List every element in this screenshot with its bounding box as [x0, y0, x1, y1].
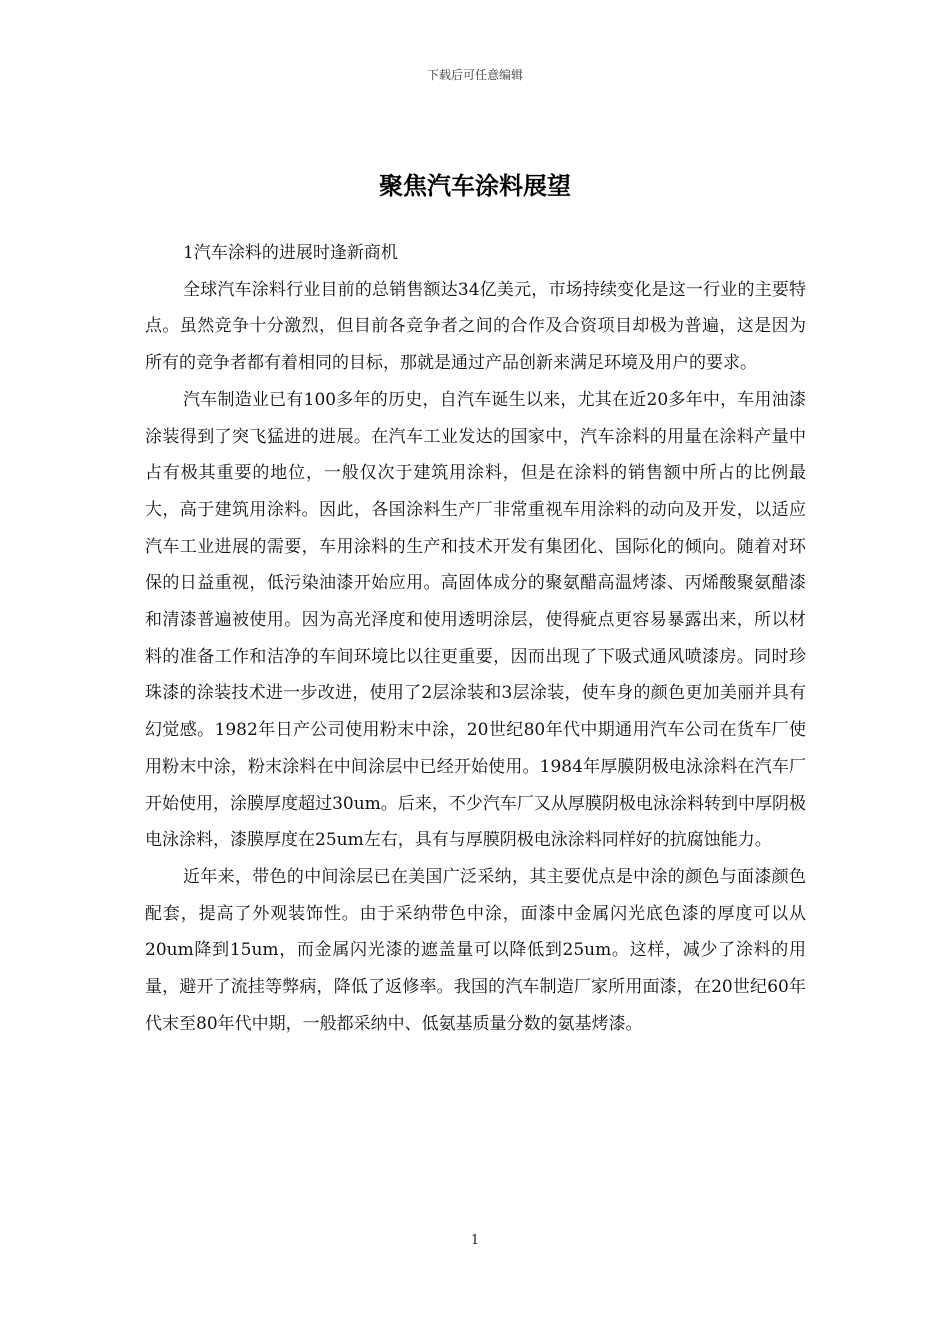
section-heading: 1汽车涂料的进展时逢新商机: [183, 243, 398, 263]
page-header: 下载后可任意编辑: [426, 68, 523, 82]
paragraph: 近年来，带色的中间涂层已在美国广泛采纳，其主要优点是中涂的颜色与面漆颜色配套，提高了外观装饰性。由于采纳带色中涂，面漆中金属闪光底色漆的厚度可以从20um降到15um，而金属闪光漆的遮盖量可以降低到25um。这样，减少了涂料的用量，避开了流挂等弊病，降低了返修率。我国的汽车制造厂家所用面漆，在20世纪60年代末至80年代中期，一般都采纳中、低氨基质量分数的氨基烤漆。: [145, 866, 806, 1034]
document-title: 聚焦汽车涂料展望: [379, 172, 571, 201]
paragraph: 全球汽车涂料行业目前的总销售额达34亿美元，市场持续变化是这一行业的主要特点。虽然竞争十分激烈，但目前各竞争者之间的合作及合资项目却极为普遍，这是因为所有的竞争者都有着相同的目标，那就是通过产品创新来满足环境及用户的要求。: [145, 279, 806, 374]
paragraph: 汽车制造业已有100多年的历史，自汽车诞生以来，尤其在近20多年中，车用油漆涂装得到了突飞猛进的进展。在汽车工业发达的国家中，汽车涂料的用量在涂料产量中占有极其重要的地位，一般仅次于建筑用涂料，但是在涂料的销售额中所占的比例最大，高于建筑用涂料。因此，各国涂料生产厂非常重视车用涂料的动向及开发，以适应汽车工业进展的需要，车用涂料的生产和技术开发有集团化、国际化的倾向。随着对环保的日益重视，低污染油漆开始应用。高固体成分的聚氨醋高温烤漆、丙烯酸聚氨醋漆和清漆普遍被使用。因为高光泽度和使用透明涂层，使得疵点更容易暴露出来，所以材料的准备工作和洁净的车间环境比以往更重要，因而出现了下吸式通风喷漆房。同时珍珠漆的涂装技术进一步改进，使用了2层涂装和3层涂装，使车身的颜色更加美丽并具有幻觉感。1982年日产公司使用粉末中涂，20世纪80年代中期通用汽车公司在货车厂使用粉末中涂，粉末涂料在中间涂层中已经开始使用。1984年厚膜阴极电泳涂料在汽车厂开始使用，涂膜厚度超过30um。后来，不少汽车厂又从厚膜阴极电泳涂料转到中厚阴极电泳涂料，漆膜厚度在25um左右，具有与厚膜阴极电泳涂料同样好的抗腐蚀能力。: [145, 389, 806, 851]
document-body: [145, 235, 806, 1042]
page-number: 1: [470, 1233, 480, 1248]
